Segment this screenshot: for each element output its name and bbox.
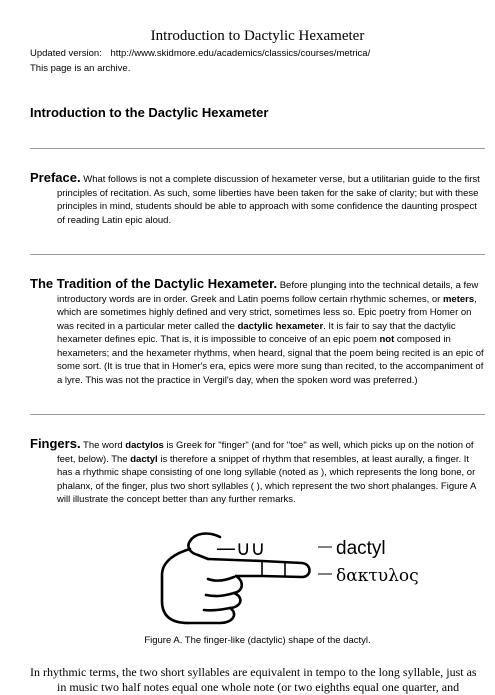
figure-a: [30, 519, 485, 629]
updated-label: Updated version:: [30, 48, 102, 59]
updated-version-line: [30, 48, 485, 60]
keyword-meters: meters: [442, 293, 475, 305]
archive-note: This page is an archive.: [30, 63, 131, 74]
preface-heading: Preface.: [30, 170, 81, 185]
divider: [30, 414, 485, 415]
meter-marks: —∪∪: [216, 535, 266, 560]
tradition-text-2: , which are sometimes highly defined and very strict, sometimes less so. Epic poetry from Homer on was recited in a particular meter called the: [57, 293, 477, 332]
fingers-text-3: is therefore a snippet of rhythm that resembles, at least aurally, a finger. It has a rhythmic shape consisting of one long syllable (noted as ), which represents the long bone, or phalanx, of the finger, plus two short syllables ( ), which represent the two short phalanges. Figure A will illustrate the concept better than any further remarks.: [57, 453, 476, 505]
keyword-dactyl: dactyl: [130, 453, 158, 465]
fingers-section: [30, 437, 485, 507]
label-greek-dactylos: δακτυλος: [336, 565, 419, 586]
tradition-section: [30, 277, 485, 387]
tradition-heading: The Tradition of the Dactylic Hexameter.: [30, 276, 278, 291]
tradition-text-3: . It is fair to say that the dactylic hexameter defines epic. That is, it is impossible to conceive of an epic poem: [57, 320, 456, 345]
divider: [30, 254, 485, 255]
keyword-dactylic-hexameter: dactylic hexameter: [237, 320, 324, 332]
document-page: [30, 0, 485, 695]
keyword-dactylos: dactylos: [125, 440, 164, 451]
pointing-hand-illustration: [30, 519, 485, 629]
tradition-text-1: Before plunging into the technical details, a few introductory words are in order. Greek and Latin poems follow certain rhythmic schemes, or: [57, 280, 479, 305]
page-title: Introduction to Dactylic Hexameter: [150, 28, 365, 44]
preface-section: [30, 171, 485, 227]
updated-url-link[interactable]: http://www.skidmore.edu/academics/classics/courses/metrica/: [110, 48, 371, 59]
fingers-text-1: The word: [83, 440, 126, 451]
keyword-not: not: [379, 334, 395, 345]
fingers-heading: Fingers.: [30, 436, 81, 451]
closing-text: In rhythmic terms, the two short syllables are equivalent in tempo to the long syllable, just as in music two half notes equal one whole note (or two eighths equal one quarter, and: [30, 664, 477, 694]
tradition-text-4: composed in hexameters; and the hexameter rhythms, when heard, signal that the poem being recited is an epic of some sort. (It is true that in Homer's era, epics were more sung than recited, to the accompaniment of a lyre. This was not the practice in Vergil's day, when the spoken word was preferred.): [57, 334, 484, 386]
divider: [30, 148, 485, 149]
figure-caption: Figure A. The finger-like (dactylic) shape of the dactyl.: [144, 634, 371, 646]
preface-text: What follows is not a complete discussion of hexameter verse, but a utilitarian guide to the first principles of recitation. As such, some liberties have been taken for the sake of clarity; but with these principles in mind, students should be able to approach with some confidence the daunting prospect of reading Latin epic aloud.: [57, 174, 480, 226]
main-heading: Introduction to the Dactylic Hexameter: [30, 105, 269, 120]
fingers-text-2: is Greek for "finger" (and for "toe" as well, which picks up on the notion of feet, below). The: [57, 440, 474, 465]
label-dactyl: dactyl: [336, 537, 386, 559]
closing-paragraph: [30, 665, 485, 695]
